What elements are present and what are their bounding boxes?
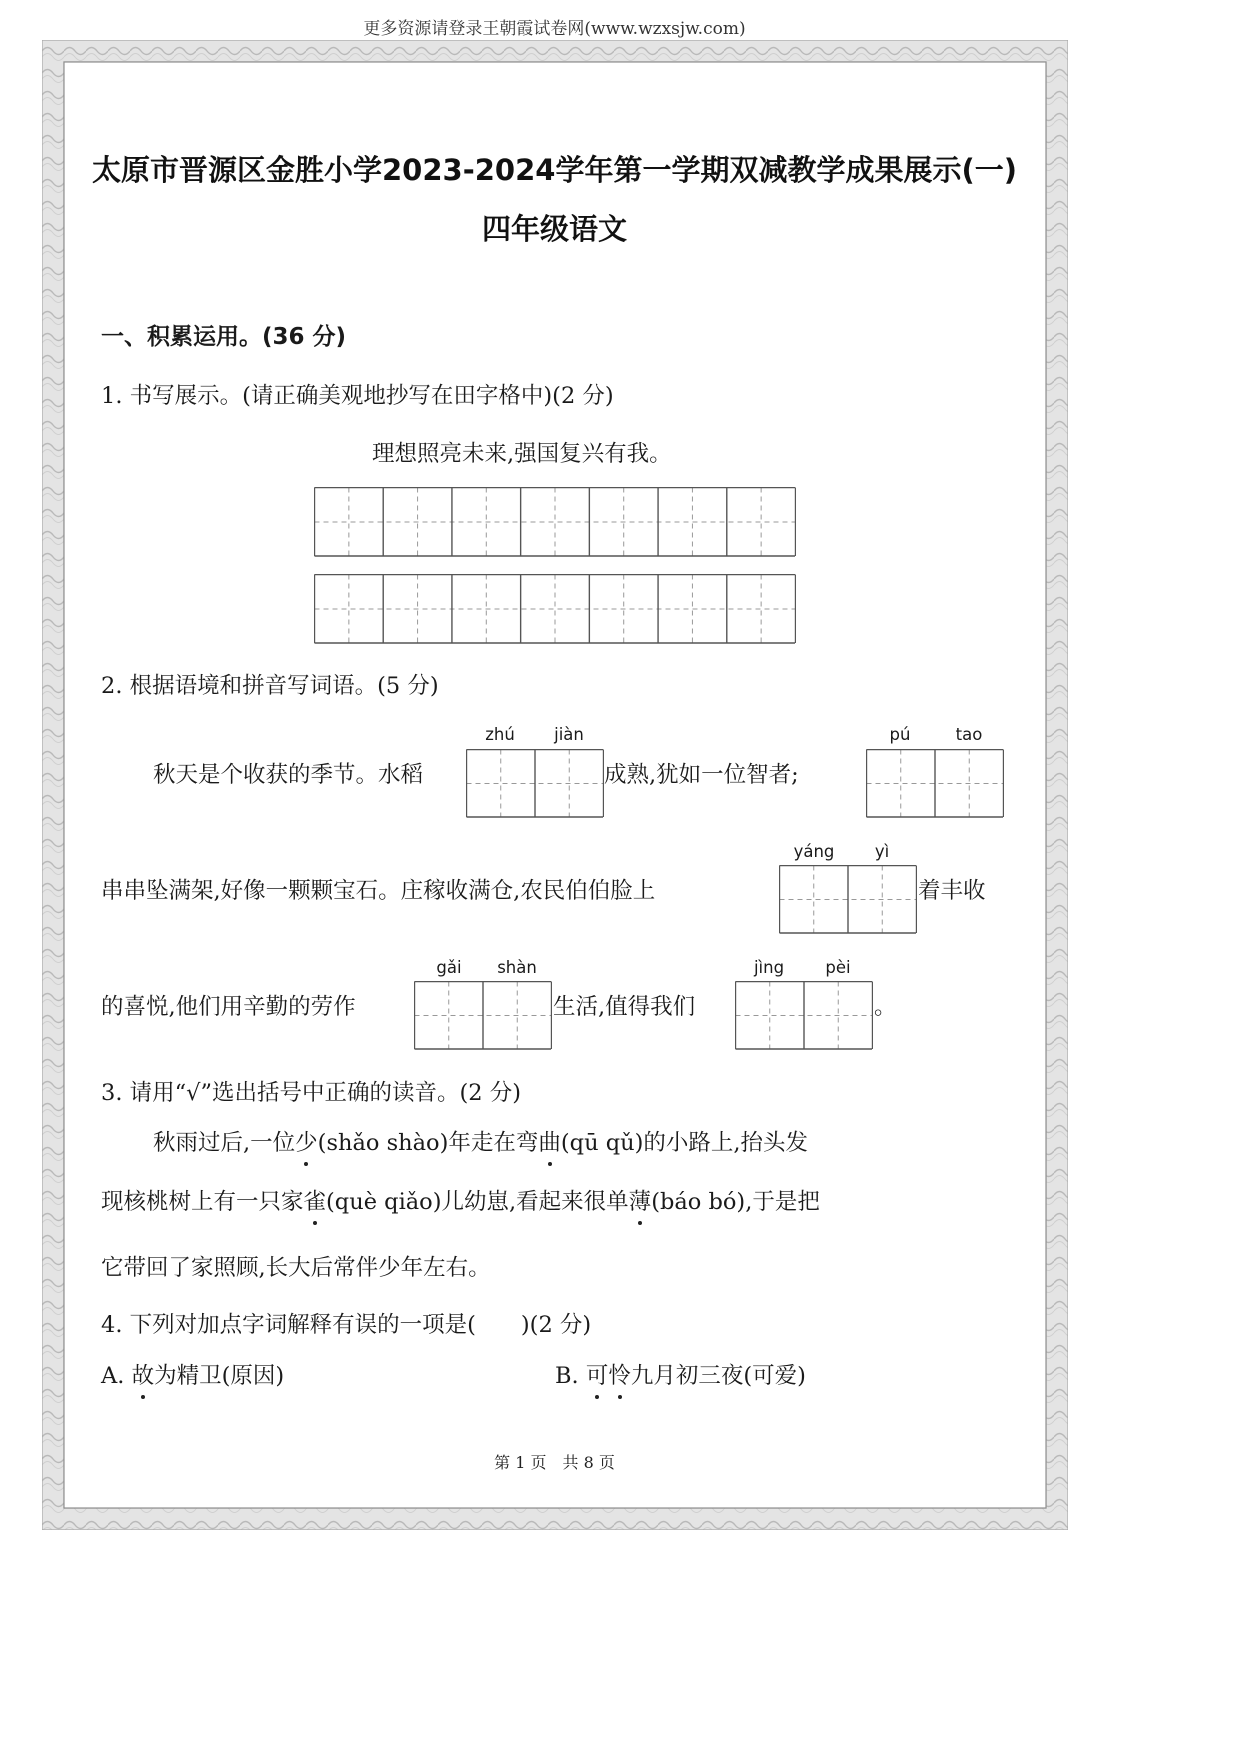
passage-line: 串串坠满架,好像一颗颗宝石。庄稼收满仓,农民伯伯脸上 <box>101 878 656 904</box>
page-number: 第 1 页 共 8 页 <box>494 1453 615 1472</box>
option-letter: B. <box>555 1363 586 1389</box>
text-span: (què qiǎo)儿幼崽,看起来很单 <box>326 1189 629 1215</box>
passage-line <box>153 1125 808 1157</box>
answer-box-zhujian[interactable] <box>466 749 604 818</box>
dotted-char: 薄 <box>629 1184 652 1216</box>
dotted-char: 曲 <box>538 1125 561 1157</box>
pinyin-label: pú <box>889 725 911 744</box>
question-1-prompt: 1. 书写展示。(请正确美观地抄写在田字格中)(2 分) <box>101 383 614 409</box>
tianzige-row-2[interactable] <box>314 574 796 644</box>
passage-line: 成熟,犹如一位智者; <box>604 762 799 788</box>
page-subtitle: 四年级语文 <box>481 212 627 246</box>
text-span: (qū qǔ)的小路上,抬头发 <box>560 1130 809 1156</box>
text-span: 九月初三夜(可爱) <box>630 1363 806 1389</box>
question-3-prompt: 3. 请用“√”选出括号中正确的读音。(2 分) <box>101 1080 521 1106</box>
dotted-char: 雀 <box>304 1184 327 1216</box>
passage-line <box>101 1184 820 1216</box>
pinyin-label: yáng <box>793 842 835 861</box>
text-span: (shǎo shào)年走在弯 <box>317 1130 539 1156</box>
option-b[interactable] <box>555 1358 806 1390</box>
text-span: 为精卫(原因) <box>154 1363 285 1389</box>
pinyin-label: jiàn <box>554 725 584 744</box>
dotted-char: 少 <box>295 1125 318 1157</box>
answer-box-yangyi[interactable] <box>779 865 917 934</box>
question-4-prompt: 4. 下列对加点字词解释有误的一项是( )(2 分) <box>101 1312 592 1338</box>
header-note: 更多资源请登录王朝霞试卷网(www.wzxsjw.com) <box>363 19 746 39</box>
passage-line: 的喜悦,他们用辛勤的劳作 <box>101 994 356 1020</box>
text-span: 秋雨过后,一位 <box>153 1130 296 1156</box>
copy-sentence: 理想照亮未来,强国复兴有我。 <box>372 441 672 467</box>
dotted-char: 可 <box>586 1358 609 1390</box>
pinyin-label: pèi <box>825 958 851 977</box>
tianzige-row-1[interactable] <box>314 487 796 557</box>
pinyin-label: zhú <box>485 725 515 744</box>
answer-box-gaishan[interactable] <box>414 981 552 1050</box>
option-letter: A. <box>101 1363 132 1389</box>
question-2-prompt: 2. 根据语境和拼音写词语。(5 分) <box>101 673 439 699</box>
pinyin-label: gǎi <box>436 958 462 977</box>
passage-line: 秋天是个收获的季节。水稻 <box>153 762 424 788</box>
pinyin-label: jìng <box>753 958 785 977</box>
pinyin-label: yì <box>874 842 890 861</box>
answer-box-jingpei[interactable] <box>735 981 873 1050</box>
page-title: 太原市晋源区金胜小学2023-2024学年第一学期双减教学成果展示(一) <box>92 153 1017 187</box>
text-span: 现核桃树上有一只家 <box>101 1189 304 1215</box>
option-a[interactable] <box>101 1358 284 1390</box>
answer-box-putao[interactable] <box>866 749 1004 818</box>
dotted-char: 怜 <box>608 1358 631 1390</box>
passage-line: 生活,值得我们 <box>553 994 696 1020</box>
section-heading: 一、积累运用。(36 分) <box>101 324 347 350</box>
text-span: (báo bó),于是把 <box>651 1189 820 1215</box>
pinyin-label: tao <box>955 725 983 744</box>
passage-line: 。 <box>874 994 897 1020</box>
pinyin-label: shàn <box>497 958 537 977</box>
passage-line: 它带回了家照顾,长大后常伴少年左右。 <box>101 1255 491 1281</box>
dotted-char: 故 <box>132 1358 155 1390</box>
passage-line: 着丰收 <box>918 878 986 904</box>
